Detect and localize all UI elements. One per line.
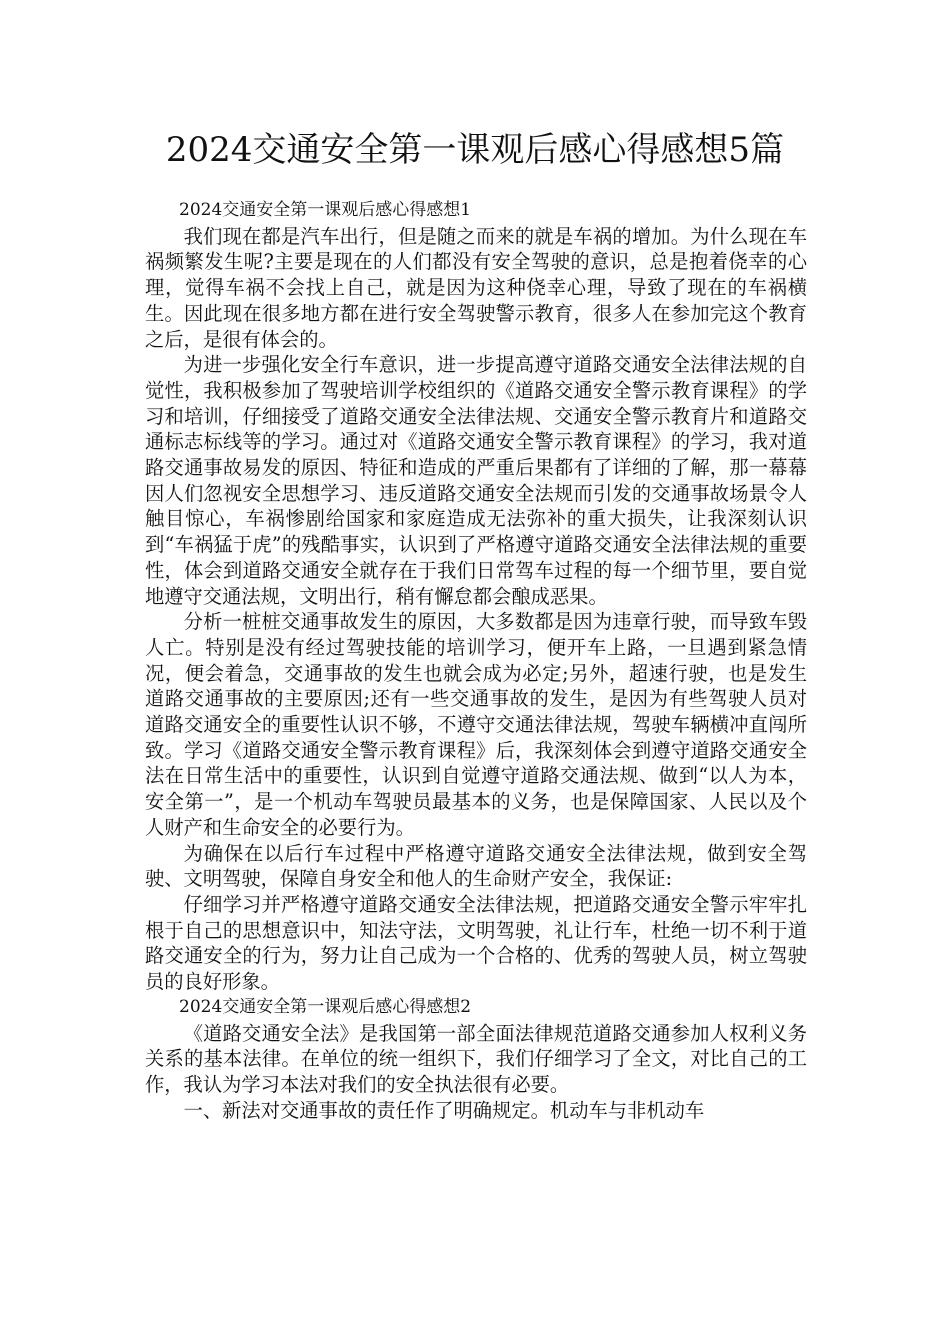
paragraph: 仔细学习并严格遵守道路交通安全法律法规，把道路交通安全警示牢牢扎根于自己的思想意识中，知法守法，文明驾驶，礼让行车，杜绝一切不利于道路交通安全的行为，努力让自己成为一个合格的、优秀的驾驶人员，树立驾驶员的良好形象。 (145, 892, 807, 994)
section-heading-1: 2024交通安全第一课观后感心得感想1 (179, 200, 472, 220)
paragraph: 我们现在都是汽车出行，但是随之而来的就是车祸的增加。为什么现在车祸频繁发生呢?主要是现在的人们都没有安全驾驶的意识，总是抱着侥幸的心理，觉得车祸不会找上自己，就是因为这种侥幸心理，导致了现在的车祸横生。因此现在很多地方都在进行安全驾驶警示教育，很多人在参加完这个教育之后，是很有体会的。 (145, 224, 807, 351)
document-body (145, 198, 807, 1123)
section-heading-2: 2024交通安全第一课观后感心得感想2 (179, 996, 472, 1017)
paragraph: 《道路交通安全法》是我国第一部全面法律规范道路交通参加人权利义务关系的基本法律。在单位的统一组织下，我们仔细学习了全文，对比自己的工作，我认为学习本法对我们的安全执法很有必要。 (145, 1021, 807, 1096)
paragraph: 一、新法对交通事故的责任作了明确规定。机动车与非机动车 (183, 1098, 705, 1122)
paragraph: 为确保在以后行车过程中严格遵守道路交通安全法律法规，做到安全驾驶、文明驾驶，保障自身安全和他人的生命财产安全，我保证: (145, 841, 807, 891)
paragraph: 为进一步强化安全行车意识，进一步提高遵守道路交通安全法律法规的自觉性，我积极参加了驾驶培训学校组织的《道路交通安全警示教育课程》的学习和培训，仔细接受了道路交通安全法律法规、交通安全警示教育片和道路交通标志标线等的学习。通过对《道路交通安全警示教育课程》的学习，我对道路交通事故易发的原因、特征和造成的严重后果都有了详细的了解，那一幕幕因人们忽视安全思想学习、违反道路交通安全法规而引发的交通事故场景令人触目惊心，车祸惨剧给国家和家庭造成无法弥补的重大损失，让我深刻认识到“车祸猛于虎”的残酷事实，认识到了严格遵守道路交通安全法律法规的重要性，体会到道路交通安全就存在于我们日常驾车过程的每一个细节里，要自觉地遵守交通法规，文明出行，稍有懈怠都会酿成恶果。 (145, 353, 807, 608)
document-title: 2024交通安全第一课观后感心得感想5篇 (165, 130, 785, 170)
paragraph: 分析一桩桩交通事故发生的原因，大多数都是因为违章行驶，而导致车毁人亡。特别是没有经过驾驶技能的培训学习，便开车上路，一旦遇到紧急情况，便会着急，交通事故的发生也就会成为必定;另外，超速行驶，也是发生道路交通事故的主要原因;还有一些交通事故的发生，是因为有些驾驶人员对道路交通安全的重要性认识不够，不遵守交通法律法规，驾驶车辆横冲直闯所致。学习《道路交通安全警示教育课程》后，我深刻体会到遵守道路交通安全法在日常生活中的重要性，认识到自觉遵守道路交通法规、做到“以人为本，安全第一”，是一个机动车驾驶员最基本的义务，也是保障国家、人民以及个人财产和生命安全的必要行为。 (145, 610, 807, 839)
